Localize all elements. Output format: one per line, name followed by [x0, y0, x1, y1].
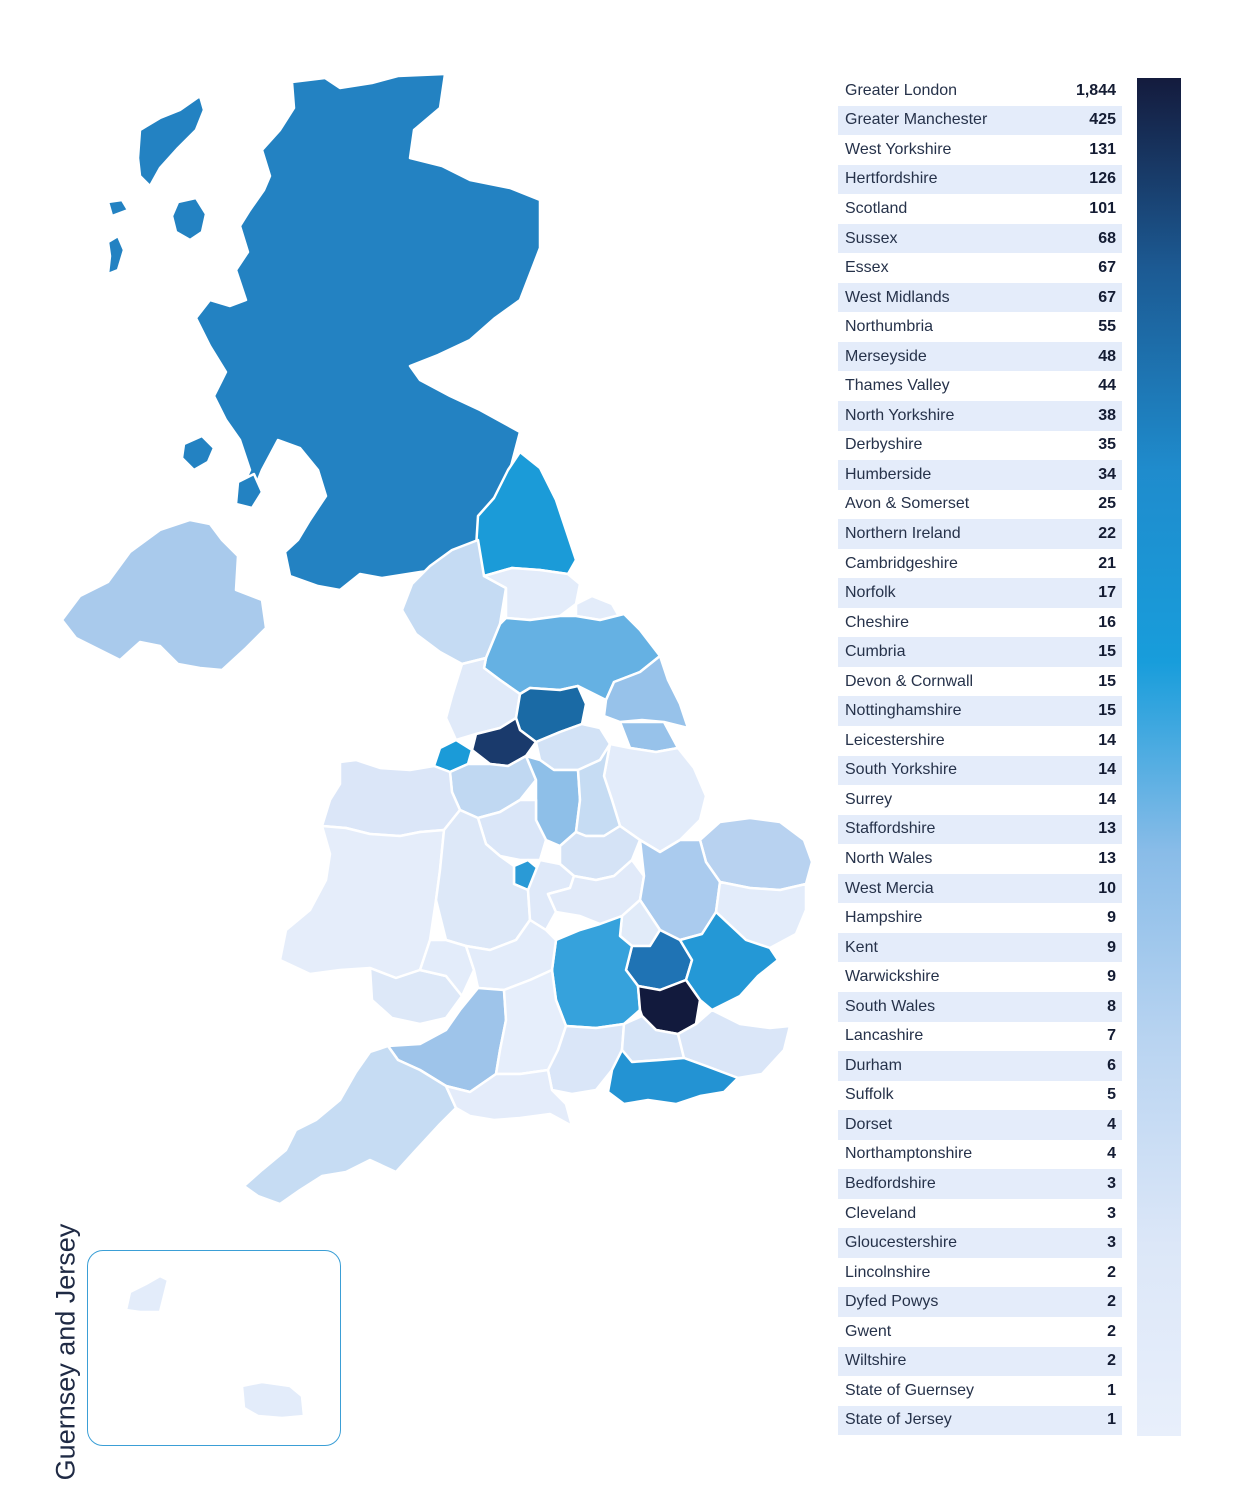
- region-name: Dyfed Powys: [845, 1293, 939, 1311]
- table-row: [838, 165, 1122, 195]
- table-row: [838, 283, 1122, 313]
- table-row: [838, 1406, 1122, 1436]
- region-value: 3: [1107, 1234, 1116, 1252]
- region-value: 3: [1107, 1175, 1116, 1192]
- region-ranking-table: [838, 76, 1122, 1435]
- table-row: [838, 1287, 1122, 1317]
- region-value: 1: [1107, 1411, 1116, 1429]
- table-row: [838, 194, 1122, 224]
- region-value: 67: [1098, 288, 1116, 306]
- table-row: [838, 135, 1122, 165]
- table-row: [838, 1347, 1122, 1377]
- region-value: 126: [1089, 170, 1116, 188]
- region-name: Northumbria: [845, 318, 934, 336]
- region-value: 38: [1098, 406, 1116, 424]
- region-value: 15: [1098, 702, 1116, 720]
- region-value: 25: [1098, 495, 1116, 513]
- table-row: [838, 76, 1122, 106]
- region-name: North Yorkshire: [845, 406, 955, 424]
- region-name: South Wales: [845, 997, 936, 1015]
- table-row: [838, 696, 1122, 726]
- region-value: 1,844: [1075, 81, 1116, 99]
- region-value: 14: [1098, 731, 1116, 749]
- region-name: Lincolnshire: [845, 1263, 931, 1281]
- table-row: [838, 519, 1122, 549]
- table-row: [838, 431, 1122, 461]
- table-row: [838, 667, 1122, 697]
- table-row: [838, 549, 1122, 579]
- region-value: 4: [1107, 1145, 1116, 1163]
- table-row: [838, 1169, 1122, 1199]
- color-scale-legend: [1137, 78, 1181, 1436]
- region-name: Wiltshire: [845, 1352, 907, 1370]
- region-name: Derbyshire: [845, 436, 923, 454]
- table-row: [838, 844, 1122, 874]
- region-value: 14: [1098, 790, 1116, 808]
- table-row: [838, 224, 1122, 254]
- region-name: Merseyside: [845, 347, 927, 365]
- region-value: 15: [1098, 672, 1116, 690]
- region-value: 425: [1089, 111, 1116, 129]
- table-row: [838, 815, 1122, 845]
- region-value: 9: [1107, 968, 1116, 986]
- region-name: Lancashire: [845, 1027, 924, 1045]
- region-name: Devon & Cornwall: [845, 672, 974, 690]
- region-value: 6: [1107, 1056, 1116, 1074]
- table-row: [838, 578, 1122, 608]
- region-name: Bedfordshire: [845, 1175, 936, 1192]
- region-name: State of Jersey: [845, 1411, 952, 1429]
- region-value: 34: [1098, 465, 1116, 483]
- table-row: [838, 490, 1122, 520]
- region-dyfed-powys[interactable]: [280, 826, 444, 978]
- table-row: [838, 253, 1122, 283]
- table-row: [838, 933, 1122, 963]
- region-name: West Yorkshire: [845, 140, 952, 158]
- region-name: Humberside: [845, 465, 932, 483]
- table-row: [838, 874, 1122, 904]
- region-name: West Midlands: [845, 288, 950, 306]
- table-row: [838, 460, 1122, 490]
- region-value: 7: [1107, 1027, 1116, 1045]
- region-value: 131: [1089, 140, 1116, 158]
- region-value: 44: [1098, 377, 1116, 395]
- region-name: South Yorkshire: [845, 761, 958, 779]
- region-name: Gwent: [845, 1322, 892, 1340]
- region-value: 9: [1107, 909, 1116, 927]
- table-row: [838, 1022, 1122, 1052]
- region-value: 101: [1089, 199, 1116, 217]
- region-northern-ireland[interactable]: [62, 520, 266, 670]
- region-name: Sussex: [845, 229, 898, 247]
- table-row: [838, 1051, 1122, 1081]
- table-row: [838, 785, 1122, 815]
- region-name: Kent: [845, 938, 878, 956]
- region-value: 14: [1098, 761, 1116, 779]
- table-row: [838, 1140, 1122, 1170]
- region-name: Cleveland: [845, 1204, 917, 1222]
- table-row: [838, 1228, 1122, 1258]
- table-row: [838, 637, 1122, 667]
- region-name: Avon & Somerset: [845, 495, 970, 513]
- table-row: [838, 1258, 1122, 1288]
- table-row: [838, 992, 1122, 1022]
- table-row: [838, 342, 1122, 372]
- region-name: Warwickshire: [845, 968, 940, 986]
- region-name: Hampshire: [845, 909, 923, 927]
- region-value: 5: [1107, 1086, 1116, 1104]
- region-name: Northamptonshire: [845, 1145, 973, 1163]
- table-row: [838, 401, 1122, 431]
- region-value: 2: [1107, 1293, 1116, 1311]
- region-value: 68: [1098, 229, 1116, 247]
- table-row: [838, 1199, 1122, 1229]
- table-row: [838, 312, 1122, 342]
- region-value: 13: [1098, 849, 1116, 867]
- region-value: 22: [1098, 524, 1116, 542]
- region-name: Thames Valley: [845, 377, 950, 395]
- region-name: Cheshire: [845, 613, 910, 631]
- region-value: 55: [1098, 318, 1116, 336]
- region-value: 2: [1107, 1322, 1116, 1340]
- region-name: Dorset: [845, 1115, 893, 1133]
- table-row: [838, 726, 1122, 756]
- region-name: State of Guernsey: [845, 1381, 974, 1399]
- region-name: Hertfordshire: [845, 170, 938, 188]
- region-name: Nottinghamshire: [845, 702, 962, 720]
- region-value: 13: [1098, 820, 1116, 838]
- region-name: Scotland: [845, 199, 908, 217]
- region-name: Norfolk: [845, 584, 896, 602]
- channel-islands-inset-label: Guernsey and Jersey: [50, 1223, 81, 1481]
- region-value: 3: [1107, 1204, 1116, 1222]
- region-value: 21: [1098, 554, 1116, 572]
- region-name: Northern Ireland: [845, 524, 961, 542]
- region-name: Gloucestershire: [845, 1234, 958, 1252]
- table-row: [838, 1376, 1122, 1406]
- region-value: 10: [1098, 879, 1116, 897]
- region-name: Cumbria: [845, 643, 906, 661]
- channel-islands-inset-frame: [87, 1250, 341, 1446]
- region-value: 1: [1107, 1381, 1116, 1399]
- table-row: [838, 1110, 1122, 1140]
- table-row: [838, 903, 1122, 933]
- region-name: Leicestershire: [845, 731, 945, 749]
- table-row: [838, 371, 1122, 401]
- region-value: 48: [1098, 347, 1116, 365]
- region-name: Surrey: [845, 790, 893, 808]
- region-name: Durham: [845, 1056, 902, 1074]
- region-name: Suffolk: [845, 1086, 894, 1104]
- region-value: 2: [1107, 1352, 1116, 1370]
- table-row: [838, 962, 1122, 992]
- region-value: 8: [1107, 997, 1116, 1015]
- region-name: Greater London: [845, 81, 958, 99]
- region-north-wales[interactable]: [322, 760, 460, 836]
- region-value: 15: [1098, 643, 1116, 661]
- region-value: 16: [1098, 613, 1116, 631]
- table-row: [838, 1317, 1122, 1347]
- region-value: 17: [1098, 584, 1116, 602]
- region-name: North Wales: [845, 849, 933, 867]
- region-value: 4: [1107, 1115, 1116, 1133]
- table-row: [838, 1081, 1122, 1111]
- region-name: Cambridgeshire: [845, 554, 958, 572]
- region-name: West Mercia: [845, 879, 934, 897]
- table-row: [838, 106, 1122, 136]
- region-name: Staffordshire: [845, 820, 936, 838]
- region-value: 67: [1098, 259, 1116, 277]
- region-value: 9: [1107, 938, 1116, 956]
- region-name: Greater Manchester: [845, 111, 988, 129]
- region-name: Essex: [845, 259, 889, 277]
- table-row: [838, 756, 1122, 786]
- region-value: 2: [1107, 1263, 1116, 1281]
- table-row: [838, 608, 1122, 638]
- region-value: 35: [1098, 436, 1116, 454]
